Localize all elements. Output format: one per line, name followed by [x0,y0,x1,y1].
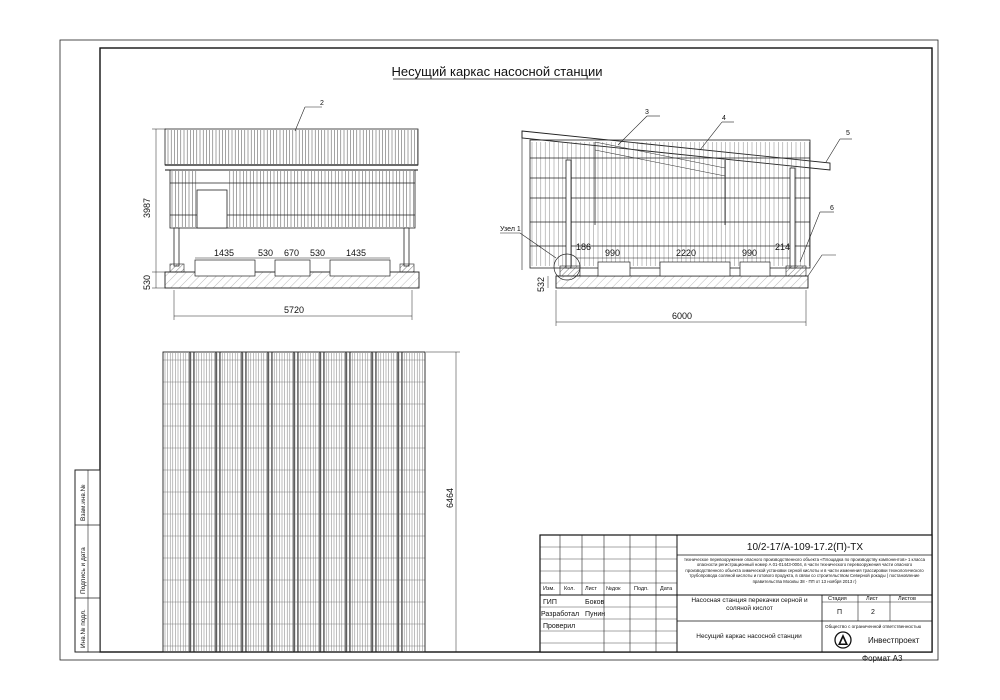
front-seg-dim-5: 1435 [346,248,367,258]
stamp-inv-no-repl: Взам.инв.№ [80,484,87,521]
callout-2: 2 [320,100,324,107]
front-roof-cladding [168,130,418,164]
role-gip: ГИП [543,599,557,606]
name-gip: Боков [585,599,605,606]
sheet-value: 2 [871,609,875,616]
front-seg-dim-3: 670 [284,248,300,258]
object-name: Насосная станция перекачки серной и соляной кислот [691,597,808,612]
sheet-label: Лист [866,596,878,602]
door-opening [197,190,227,228]
side-seg-dim-2: 990 [605,248,621,258]
front-height-dim: 3987 [142,197,152,218]
side-overall-dim: 6000 [672,311,693,321]
plan-height-dim: 6464 [445,487,455,508]
sheet-name: Несущий каркас насосной станции [696,633,802,640]
title-block [540,535,932,652]
col-data: Дата [660,586,673,592]
side-seg-dim-5: 214 [775,242,791,252]
front-seg-dim-4: 530 [310,248,326,258]
front-overall-dim: 5720 [284,305,305,315]
side-seg-dim-1: 186 [576,242,592,252]
stamp-inv-no-orig: Инв.№ подл. [80,609,87,648]
front-seg-dim-1: 1435 [214,248,235,258]
col-ndok: №док [606,586,621,592]
project-description: техническое перевооружение опасного производственного объекта «Площадка по производству компонентов» 1 класса опасности регистрационный номер А 01-01443-0004, в части технического перевооружения части опасного производственного объекта химической установки серной кислоты и в части изменения трассировки технологического трубопровода соляной кислоты и готового продукта, в связи со строительством Северной рокады ( постановление правительства Москвы 38 - ПП от 13 ноября 2013 г) [683,557,926,584]
col-list: Лист [585,586,597,592]
plan-view [163,352,460,652]
side-view [500,109,852,326]
doc-code: 10/2-17/А-109-17.2(П)-ТХ [746,542,864,553]
col-izm: Изм. [543,586,555,592]
plan-roof-grid [163,352,425,652]
company-prefix: Общество с ограниченной ответственностью [825,624,922,629]
front-seg-dim-2: 530 [258,248,274,258]
side-height-dim: 532 [536,276,546,292]
stage-label: Стадия [828,596,847,602]
side-stamp [75,470,100,652]
callout-5: 5 [846,130,850,137]
sheets-label: Листов [898,596,916,602]
side-seg-dim-3: 2220 [676,248,697,258]
side-seg-dim-4: 990 [742,248,758,258]
stamp-sign-date: Подпись и дата [80,547,87,594]
col-podp: Подп. [634,586,649,592]
stage-value: П [837,609,843,616]
callout-4: 4 [722,115,726,122]
role-checker: Проверил [543,623,576,630]
name-developer: Пунин [585,611,606,618]
callout-3: 3 [645,109,649,116]
company-name: Инвестпроект [868,636,920,645]
front-view [142,100,419,320]
callout-6: 6 [830,205,834,212]
callout-node-1: Узел 1 [500,226,521,233]
front-base-dim: 530 [142,274,152,290]
role-developer: Разработал [541,611,580,618]
col-kol: Кол. [564,586,575,592]
project-description-box [678,556,931,594]
format-label: Формат А3 [862,654,903,663]
drawing-title: Несущий каркас насосной станции [391,64,603,79]
